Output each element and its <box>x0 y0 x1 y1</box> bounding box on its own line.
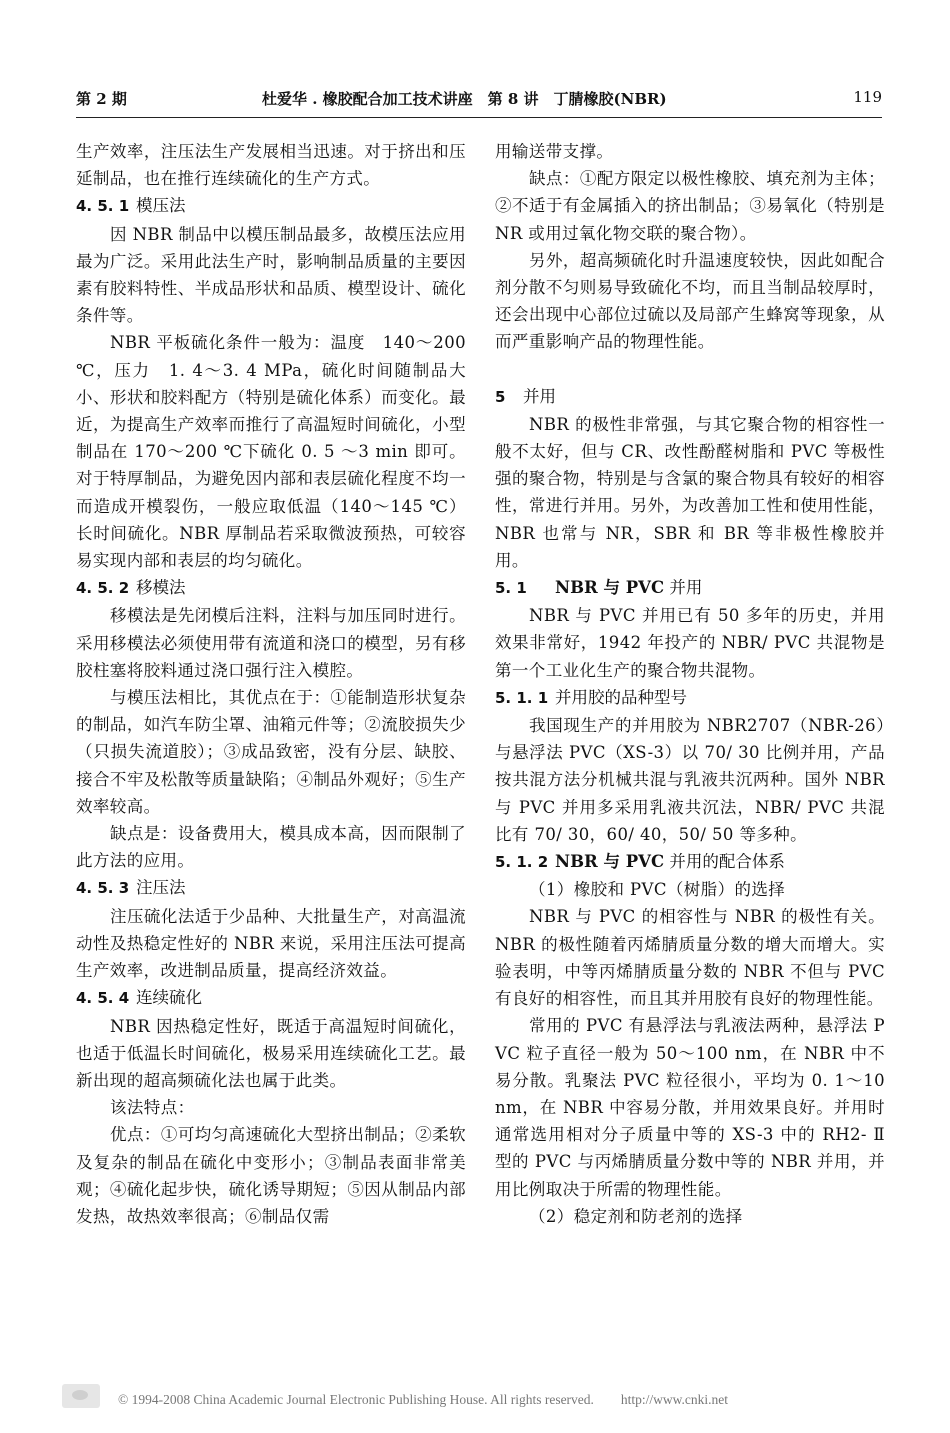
body-paragraph: 另外，超高频硫化时升温速度较快，因此如配合剂分散不匀则易导致硫化不均，而且当制品较厚时，还会出现中心部位过硫以及局部产生蜂窝等现象，从而严重影响产品的物理性能。 <box>495 250 885 352</box>
body-paragraph: 用输送带支撑。 <box>495 142 614 161</box>
section-heading <box>495 848 885 876</box>
right-column <box>495 138 885 1230</box>
issue-label: 第 2 期 <box>76 90 127 108</box>
running-header <box>76 88 882 112</box>
section-title: 移模法 <box>136 578 186 598</box>
section-number: 4. 5. 4 <box>76 989 130 1008</box>
section-title: 并用胶的品种型号 <box>555 687 687 707</box>
section-title: NBR 与 PVC 并用的配合体系 <box>555 852 785 872</box>
section-number: 4. 5. 2 <box>76 579 130 598</box>
left-column <box>76 138 466 1230</box>
cnki-logo-icon <box>62 1384 100 1408</box>
body-paragraph: （1）橡胶和 PVC（树脂）的选择 <box>529 880 786 900</box>
body-paragraph: 常用的 PVC 有悬浮法与乳液法两种，悬浮法 PVC 粒子直径一般为 50～100 nm，在 NBR 中不易分散。乳聚法 PVC 粒径很小，平均为 0. 1～10 nm，在 NBR 中容易分散，并用效果良好。并用时通常选用相对分子质量中等的 XS-3 中的 RH2- Ⅱ型的 PVC 与丙烯腈质量分数中等的 NBR 并用，并用比例取决于所需的物理性能。 <box>495 1016 885 1199</box>
article-running-title: 杜爱华 . 橡胶配合加工技术讲座 第 8 讲 丁腈橡胶(NBR) <box>262 90 667 108</box>
section-heading <box>495 574 885 602</box>
body-paragraph: NBR 与 PVC 并用已有 50 多年的历史，并用效果非常好，1942 年投产的 NBR/ PVC 共混物是第一个工业化生产的聚合物共混物。 <box>495 606 885 680</box>
section-title: 模压法 <box>136 196 186 216</box>
section-heading <box>76 574 466 602</box>
header-rule <box>76 117 882 118</box>
body-paragraph: 缺点是：设备费用大，模具成本高，因而限制了此方法的应用。 <box>76 824 466 871</box>
body-paragraph: 缺点：①配方限定以极性橡胶、填充剂为主体；②不适于有金属插入的挤出制品；③易氧化（特别是 NR 或用过氧化物交联的聚合物）。 <box>495 169 885 243</box>
section-heading <box>495 383 885 411</box>
section-heading <box>495 684 885 712</box>
body-paragraph: NBR 与 PVC 的相容性与 NBR 的极性有关。NBR 的极性随着丙烯腈质量分数的增大而增大。实验表明，中等丙烯腈质量分数的 NBR 不但与 PVC 有良好的相容性，而且其并用胶有良好的物理性能。 <box>495 907 885 1009</box>
body-paragraph: 注压硫化法适于少品种、大批量生产，对高温流动性及热稳定性好的 NBR 来说，采用注压法可提高生产效率，改进制品质量，提高经济效益。 <box>76 906 466 981</box>
body-paragraph: 因 NBR 制品中以模压制品最多，故模压法应用最为广泛。采用此法生产时，影响制品质量的主要因素有胶料特性、半成品形状和品质、模型设计、硫化条件等。 <box>76 224 466 326</box>
section-heading <box>76 192 466 220</box>
body-paragraph: NBR 平板硫化条件一般为：温度 140～200 ℃，压力 1. 4～3. 4 MPa，硫化时间随制品大小、形状和胶料配方（特别是硫化体系）而变化。最近，为提高生产效率而推行了高温短时间硫化，小型制品在 170～200 ℃下硫化 0. 5 ～3 min 即可。对于特厚制品，为避免因内部和表层硫化程度不均一而造成开模裂伤，一般应取低温（140～145 ℃）长时间硫化。NBR 厚制品若采取微波预热，可较容易实现内部和表层的均匀硫化。 <box>76 333 466 571</box>
section-title: 并用 <box>523 386 556 406</box>
body-paragraph: NBR 的极性非常强，与其它聚合物的相容性一般不太好，但与 CR、改性酚醛树脂和 PVC 等极性强的聚合物，特别是与含氯的聚合物具有较好的相容性，常进行并用。另外，为改善加工性和使用性能，NBR 也常与 NR，SBR 和 BR 等非极性橡胶并用。 <box>495 414 885 570</box>
section-number: 5 <box>495 387 506 406</box>
section-number: 4. 5. 1 <box>76 197 130 216</box>
copyright-text: © 1994-2008 China Academic Journal Electronic Publishing House. All rights reserved. http://www.cnki.net <box>118 1392 729 1407</box>
body-paragraph: （2）稳定剂和防老剂的选择 <box>529 1206 743 1226</box>
body-paragraph: NBR 因热稳定性好，既适于高温短时间硫化，也适于低温长时间硫化，极易采用连续硫化工艺。最新出现的超高频硫化法也属于此类。 <box>76 1016 466 1090</box>
page-number: 119 <box>853 88 882 106</box>
section-title: 连续硫化 <box>136 988 202 1008</box>
body-paragraph: 生产效率，注压法生产发展相当迅速。对于挤出和压延制品，也在推行连续硫化的生产方式。 <box>76 142 466 189</box>
copyright-footer <box>62 1384 892 1414</box>
section-number: 5. 1 <box>495 579 527 598</box>
section-title: 注压法 <box>136 878 186 898</box>
section-number: 5. 1. 1 <box>495 688 549 707</box>
body-paragraph: 移模法是先闭模后注料，注料与加压同时进行。采用移模法必须使用带有流道和浇口的模型，另有移胶柱塞将胶料通过浇口强行注入模腔。 <box>76 606 466 680</box>
body-paragraph: 与模压法相比，其优点在于：①能制造形状复杂的制品，如汽车防尘罩、油箱元件等；②流胶损失少（只损失流道胶）；③成品致密，没有分层、缺胶、接合不牢及松散等质量缺陷；④制品外观好；⑤生产效率较高。 <box>76 688 466 816</box>
section-number: 5. 1. 2 <box>495 853 549 872</box>
body-paragraph: 优点：①可均匀高速硫化大型挤出制品；②柔软及复杂的制品在硫化中变形小；③制品表面非常美观；④硫化起步快，硫化诱导期短；⑤因从制品内部发热，故热效率很高；⑥制品仅需 <box>76 1125 466 1226</box>
section-title: NBR 与 PVC 并用 <box>555 578 703 598</box>
section-gap <box>495 356 885 383</box>
body-paragraph: 该法特点： <box>110 1098 195 1118</box>
section-heading <box>76 984 466 1012</box>
section-heading <box>76 874 466 902</box>
body-paragraph: 我国现生产的并用胶为 NBR2707（NBR-26）与悬浮法 PVC（XS-3）以 70/ 30 比例并用，产品按共混方法分机械共混与乳液共沉两种。国外 NBR 与 PVC 并用多采用乳液共沉法，NBR/ PVC 共混比有 70/ 30，60/ 40，50/ 50 等多种。 <box>495 716 885 844</box>
section-number: 4. 5. 3 <box>76 879 130 898</box>
